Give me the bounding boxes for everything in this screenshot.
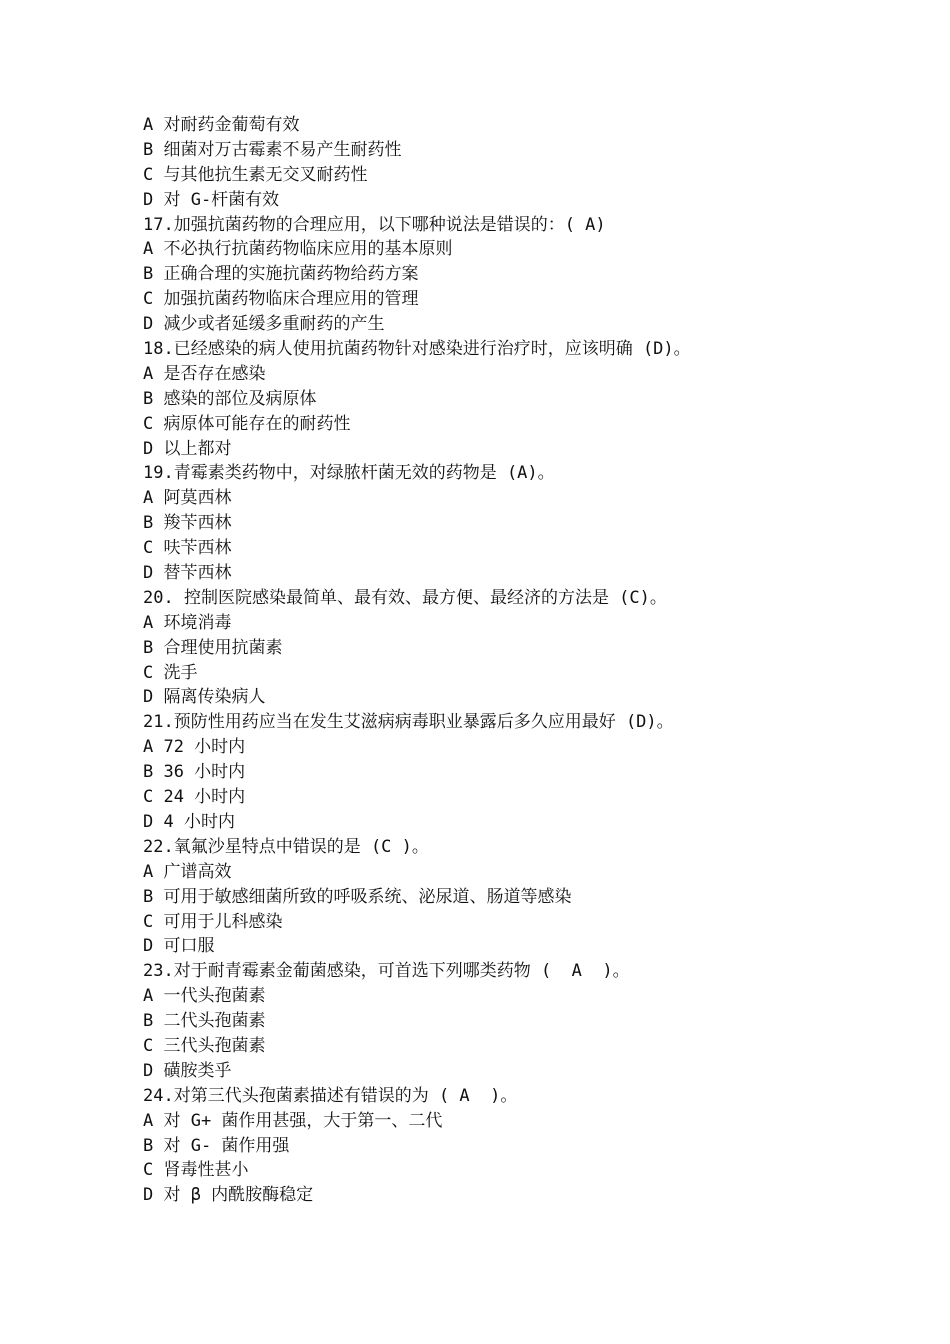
- question-23: 23.对于耐青霉素金葡菌感染，可首选下列哪类药物 ( A )。: [143, 961, 630, 982]
- question-19: 19.青霉素类药物中，对绿脓杆菌无效的药物是 (A)。: [143, 463, 555, 484]
- option-line: A 一代头孢菌素: [143, 986, 266, 1007]
- option-line: A 对耐药金葡萄有效: [143, 115, 300, 135]
- option-line: B 36 小时内: [143, 762, 246, 783]
- option-line: D 可口服: [143, 936, 215, 957]
- option-line: B 羧苄西林: [143, 513, 232, 534]
- question-22: 22.氧氟沙星特点中错误的是 (C )。: [143, 836, 429, 857]
- option-line: C 三代头孢菌素: [143, 1035, 266, 1056]
- question-17: 17.加强抗菌药物的合理应用，以下哪种说法是错误的：( A): [143, 214, 606, 235]
- option-line: B 二代头孢菌素: [143, 1011, 266, 1032]
- option-line: D 减少或者延缓多重耐药的产生: [143, 314, 385, 335]
- option-line: A 阿莫西林: [143, 488, 232, 509]
- option-line: D 对 G-杆菌有效: [143, 189, 280, 210]
- option-line: C 与其他抗生素无交叉耐药性: [143, 164, 368, 185]
- option-line: B 合理使用抗菌素: [143, 637, 283, 658]
- option-line: A 广谱高效: [143, 861, 232, 882]
- option-line: C 洗手: [143, 662, 198, 683]
- option-line: D 隔离传染病人: [143, 687, 266, 708]
- option-line: A 不必执行抗菌药物临床应用的基本原则: [143, 239, 453, 260]
- option-line: A 对 G+ 菌作用甚强，大于第一、二代: [143, 1110, 443, 1131]
- question-20: 20. 控制医院感染最简单、最有效、最方便、最经济的方法是 (C)。: [143, 587, 667, 608]
- option-line: B 感染的部位及病原体: [143, 388, 317, 409]
- option-line: A 环境消毒: [143, 612, 232, 633]
- option-line: B 可用于敏感细菌所致的呼吸系统、泌尿道、肠道等感染: [143, 886, 572, 907]
- option-line: C 病原体可能存在的耐药性: [143, 413, 351, 434]
- option-line: B 正确合理的实施抗菌药物给药方案: [143, 264, 419, 285]
- option-line: C 肾毒性甚小: [143, 1160, 249, 1181]
- option-line: C 呋苄西林: [143, 538, 232, 559]
- option-line: C 加强抗菌药物临床合理应用的管理: [143, 289, 419, 310]
- option-line: B 细菌对万古霉素不易产生耐药性: [143, 139, 402, 160]
- option-line: C 可用于儿科感染: [143, 911, 283, 932]
- option-line: D 4 小时内: [143, 811, 235, 832]
- option-line: A 是否存在感染: [143, 363, 266, 384]
- option-line: D 对 β 内酰胺酶稳定: [143, 1185, 314, 1206]
- option-line: A 72 小时内: [143, 737, 246, 758]
- question-text-block: [143, 113, 903, 1208]
- question-24: 24.对第三代头孢菌素描述有错误的为 ( A )。: [143, 1085, 518, 1106]
- option-line: D 替苄西林: [143, 563, 232, 584]
- question-18: 18.已经感染的病人使用抗菌药物针对感染进行治疗时，应该明确 (D)。: [143, 339, 691, 360]
- question-21: 21.预防性用药应当在发生艾滋病病毒职业暴露后多久应用最好 (D)。: [143, 712, 674, 733]
- option-line: D 磺胺类乎: [143, 1060, 232, 1081]
- option-line: D 以上都对: [143, 438, 232, 459]
- option-line: C 24 小时内: [143, 787, 246, 808]
- option-line: B 对 G- 菌作用强: [143, 1135, 290, 1156]
